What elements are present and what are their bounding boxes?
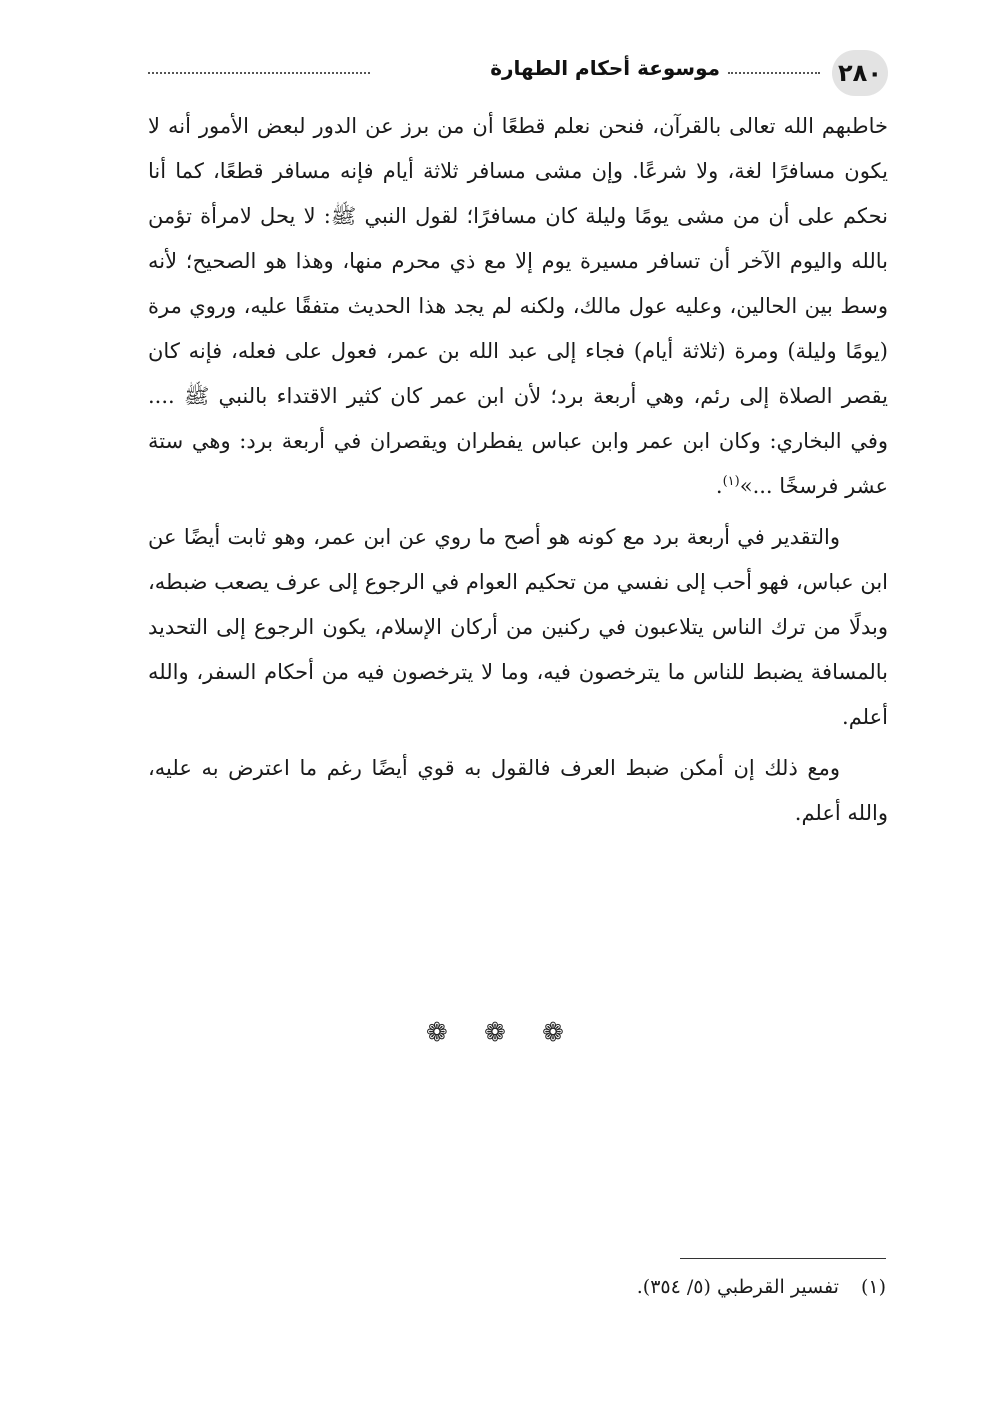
paragraph-3: ومع ذلك إن أمكن ضبط العرف فالقول به قوي أيضًا رغم ما اعترض به عليه، والله أعلم. (148, 756, 888, 825)
section-ornament: ❁ ❁ ❁ (426, 1018, 578, 1048)
header-dots-left (148, 72, 370, 74)
footnote-reference: (١) (722, 474, 740, 489)
paragraph-2: والتقدير في أربعة برد مع كونه هو أصح ما روي عن ابن عمر، وهو ثابت أيضًا عن ابن عباس، فهو أحب إلى نفسي من تحكيم العوام في الرجوع إلى عرف يصعب ضبطه، وبدلًا من ترك الناس يتلاعبون في ركنين من أركان الإسلام، يكون الرجوع إلى التحديد بالمسافة يضبط للناس ما يترخصون فيه، وما لا يترخصون فيه من أحكام السفر، والله أعلم. (148, 525, 888, 729)
paragraph-1 (148, 104, 888, 509)
footnote-text: تفسير القرطبي (٥/ ٣٥٤). (636, 1276, 839, 1298)
footnote-rule (680, 1258, 886, 1259)
paragraph-1-text: خاطبهم الله تعالى بالقرآن، فنحن نعلم قطعًا أن من برز عن الدور لبعض الأمور أنه لا يكون مسافرًا لغة، ولا شرعًا. وإن مشى مسافر ثلاثة أيام فإنه مسافر قطعًا، كما أنا نحكم على أن من مشى يومًا وليلة كان مسافرًا؛ لقول النبي ﷺ: لا يحل لامرأة تؤمن بالله واليوم الآخر أن تسافر مسيرة يوم إلا مع ذي محرم منها، وهذا هو الصحيح؛ لأنه وسط بين الحالين، وعليه عول مالك، ولكنه لم يجد هذا الحديث متفقًا عليه، وروي مرة (يومًا وليلة) ومرة (ثلاثة أيام) فجاء إلى عبد الله بن عمر، فعول على فعله، فإنه كان يقصر الصلاة إلى رئم، وهي أربعة برد؛ لأن ابن عمر كان كثير الاقتداء بالنبي ﷺ .... وفي البخاري: وكان ابن عمر وابن عباس يفطران ويقصران في أربعة برد: وهي ستة عشر فرسخًا ...» (148, 114, 888, 498)
footnote-number: (١) (860, 1276, 886, 1298)
body-text (148, 104, 888, 836)
page-header (148, 50, 888, 96)
header-dots-right (728, 72, 820, 74)
footnote (637, 1276, 886, 1298)
running-title: موسوعة أحكام الطهارة (490, 56, 720, 80)
paragraph-1-end: . (715, 474, 723, 498)
page-number: ٢٨٠ (832, 50, 888, 96)
